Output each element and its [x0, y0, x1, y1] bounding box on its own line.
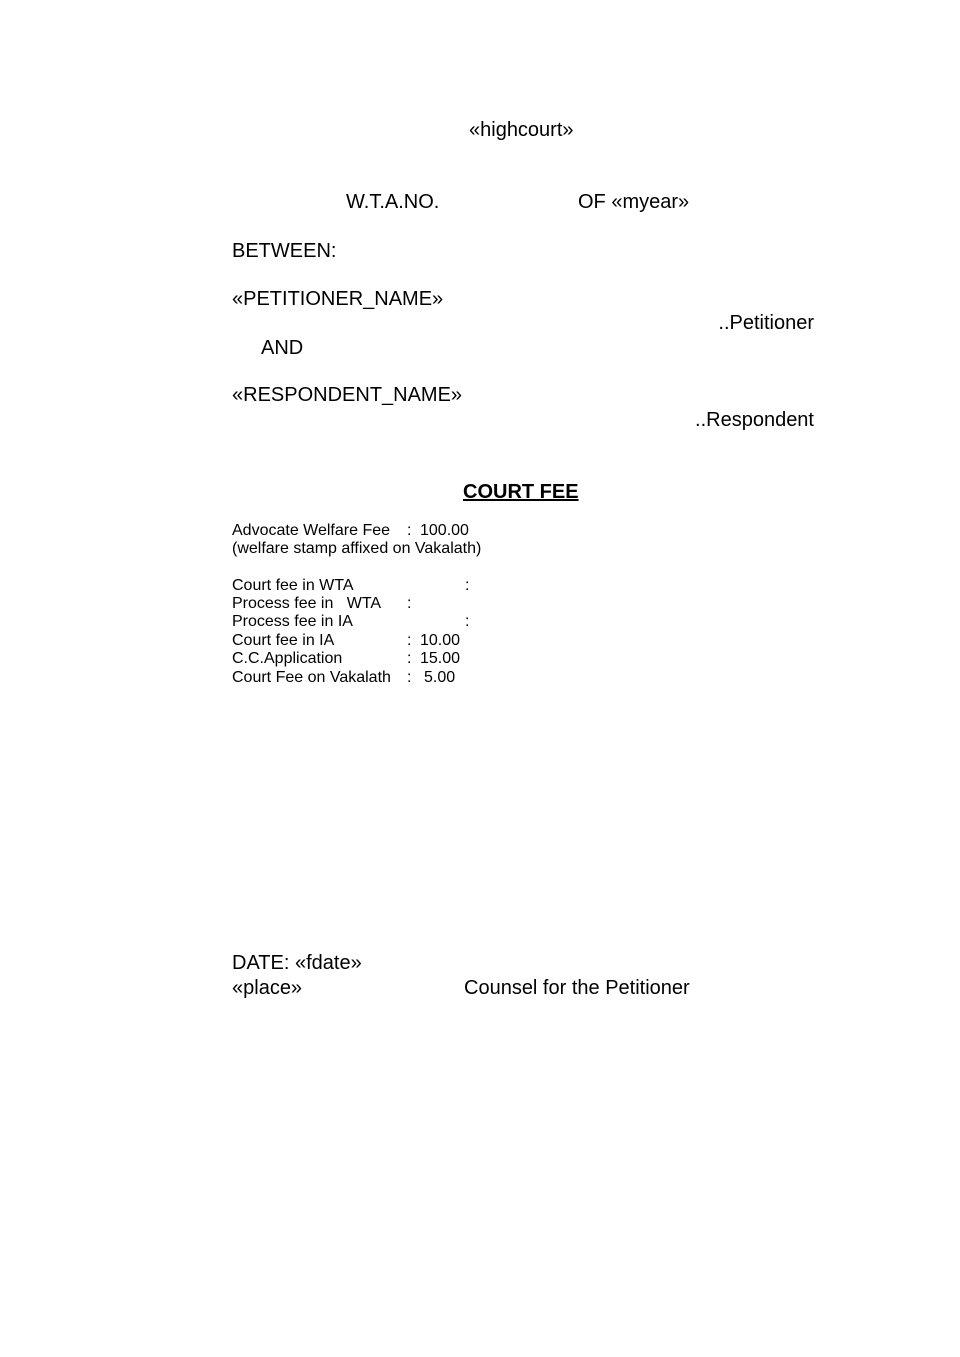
- fee-colon: :: [465, 613, 470, 630]
- welfare-fee-value: 100.00: [420, 522, 469, 539]
- fee-row: [232, 670, 532, 688]
- fee-label: Process fee in IA: [232, 613, 353, 630]
- petitioner-name: «PETITIONER_NAME»: [232, 288, 444, 310]
- and-label: AND: [261, 337, 304, 359]
- case-number-label: W.T.A.NO.: [346, 191, 440, 213]
- fee-colon: :: [465, 577, 470, 594]
- welfare-fee-row: [232, 523, 532, 541]
- welfare-fee-colon: :: [407, 522, 412, 539]
- welfare-fee-note: (welfare stamp affixed on Vakalath): [232, 540, 482, 557]
- fee-label: Court fee in IA: [232, 632, 335, 649]
- between-label: BETWEEN:: [232, 240, 337, 262]
- petitioner-role: ..Petitioner: [718, 312, 814, 334]
- respondent-role: ..Respondent: [695, 409, 814, 431]
- fee-label: Court fee in WTA: [232, 577, 354, 594]
- respondent-name: «RESPONDENT_NAME»: [232, 384, 463, 406]
- fee-row: [232, 651, 532, 669]
- court-fee-heading: COURT FEE: [463, 481, 579, 503]
- welfare-fee-label: Advocate Welfare Fee: [232, 522, 391, 539]
- fee-value: 15.00: [420, 650, 461, 667]
- fee-label: C.C.Application: [232, 650, 343, 667]
- case-year: OF «myear»: [578, 191, 690, 213]
- counsel-signature: Counsel for the Petitioner: [464, 977, 690, 999]
- fee-row: [232, 633, 532, 651]
- place-line: «place»: [232, 977, 303, 999]
- fee-colon: :: [407, 650, 412, 667]
- fee-row: [232, 596, 532, 614]
- fee-label: Court Fee on Vakalath: [232, 669, 391, 686]
- fee-value: 10.00: [420, 632, 461, 649]
- date-line: DATE: «fdate»: [232, 952, 362, 974]
- fee-colon: :: [407, 669, 412, 686]
- fee-row: [232, 614, 532, 632]
- fee-colon: :: [407, 595, 412, 612]
- fee-colon: :: [407, 632, 412, 649]
- fee-value: 5.00: [424, 669, 456, 686]
- fee-row: [232, 578, 532, 596]
- fee-label: Process fee in WTA: [232, 595, 382, 612]
- court-name: «highcourt»: [469, 119, 574, 141]
